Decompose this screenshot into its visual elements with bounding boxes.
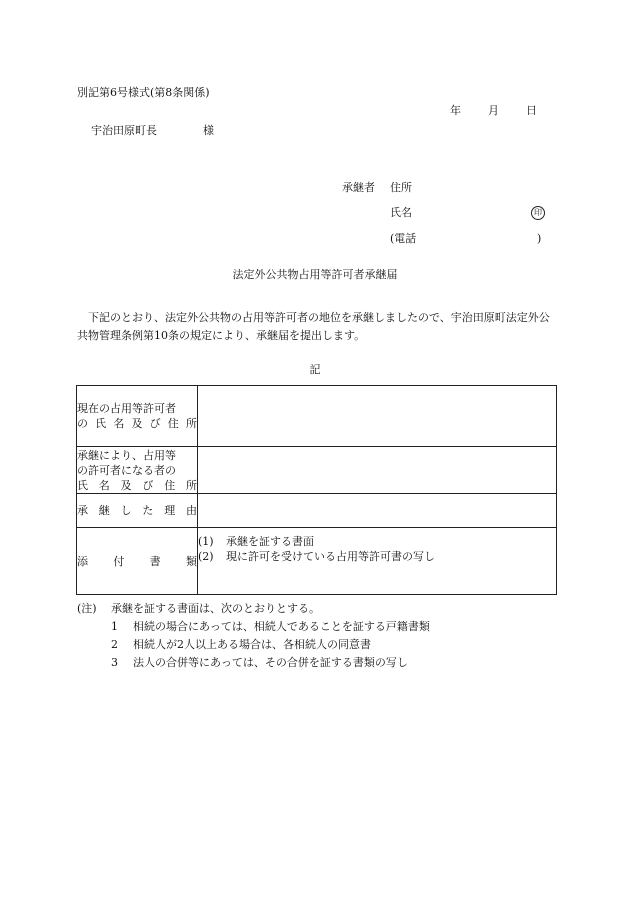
date-day: 日 bbox=[526, 104, 537, 117]
note-item-1: 1 相続の場合にあっては、相続人であることを証する戸籍書類 bbox=[111, 620, 430, 633]
notes-section bbox=[77, 600, 430, 672]
addressee: 宇治田原町長 bbox=[91, 124, 157, 137]
honorific: 様 bbox=[203, 124, 214, 137]
current-holder-label: 現在の占用等許可者 の 氏 名 及 び 住 所 bbox=[77, 386, 198, 447]
successor-label: 承継により、占用等 の許可者になる者の 氏 名 及 び 住 所 bbox=[77, 448, 197, 492]
reason-field[interactable] bbox=[198, 494, 557, 528]
date-line bbox=[450, 104, 537, 118]
applicant-role: 承継者 bbox=[342, 181, 375, 194]
note-item-3: 3 法人の合併等にあっては、その合併を証する書類の写し bbox=[111, 656, 408, 669]
document-title: 法定外公共物占用等許可者承継届 bbox=[232, 268, 398, 281]
details-table bbox=[76, 385, 557, 595]
notes-intro: 承継を証する書面は、次のとおりとする。 bbox=[111, 602, 320, 615]
phone-close-paren: ) bbox=[537, 232, 542, 245]
table-row bbox=[77, 528, 557, 595]
attachment-item-1: (1) 承継を証する書面 bbox=[198, 535, 314, 548]
name-label: 氏名 bbox=[390, 206, 412, 219]
date-month: 月 bbox=[488, 104, 499, 117]
reason-label: 承 継 し た 理 由 bbox=[77, 494, 198, 528]
note-item-2: 2 相続人が2人以上ある場合は、各相続人の同意書 bbox=[111, 638, 371, 651]
seal-mark: 印 bbox=[531, 206, 545, 220]
address-label: 住所 bbox=[390, 181, 412, 194]
attachment-item-2: (2) 現に許可を受けている占用等許可書の写し bbox=[198, 550, 435, 563]
table-row bbox=[77, 494, 557, 528]
attachments-list bbox=[198, 528, 557, 595]
form-number: 別記第6号様式(第8条関係) bbox=[77, 86, 210, 99]
notes-label: (注) bbox=[77, 602, 97, 615]
current-holder-field[interactable] bbox=[198, 386, 557, 447]
attachments-label: 添 付 書 類 bbox=[77, 528, 198, 595]
body-text: 下記のとおり、法定外公共物の占用等許可者の地位を承継しましたので、宇治田原町法定外公共物管理条例第10条の規定により、承継届を提出します。 bbox=[77, 311, 550, 342]
date-year: 年 bbox=[450, 104, 461, 117]
addressee-line bbox=[91, 124, 214, 138]
phone-label: (電話 bbox=[390, 232, 417, 245]
ki-heading: 記 bbox=[309, 363, 321, 376]
body-paragraph bbox=[77, 309, 559, 345]
successor-field[interactable] bbox=[198, 447, 557, 494]
table-row bbox=[77, 386, 557, 447]
table-row bbox=[77, 447, 557, 494]
